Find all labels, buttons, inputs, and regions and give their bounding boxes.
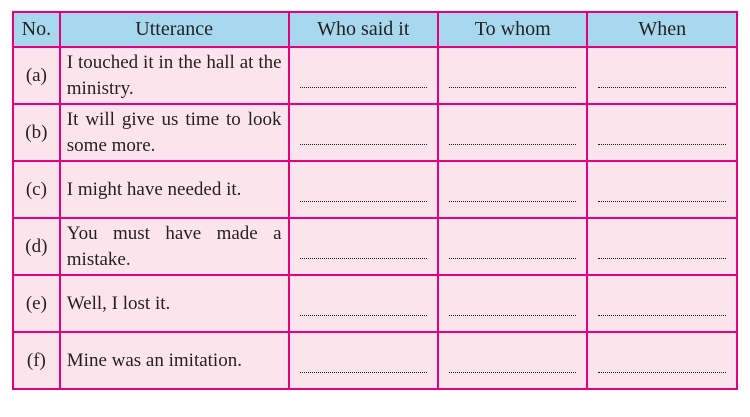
dotted-line — [300, 201, 427, 202]
dotted-line — [449, 372, 576, 373]
table-row — [13, 275, 737, 332]
header-no: No. — [13, 12, 60, 47]
when-blank[interactable] — [587, 332, 737, 389]
header-who-said-it: Who said it — [289, 12, 438, 47]
row-number: (f) — [13, 332, 60, 389]
table-row — [13, 47, 737, 104]
to-whom-blank[interactable] — [438, 218, 587, 275]
when-blank[interactable] — [587, 161, 737, 218]
dotted-line — [598, 144, 726, 145]
to-whom-blank[interactable] — [438, 161, 587, 218]
to-whom-blank[interactable] — [438, 332, 587, 389]
header-row — [13, 12, 737, 47]
dotted-line — [449, 258, 576, 259]
who-said-it-blank[interactable] — [289, 218, 438, 275]
utterance-table-container — [12, 11, 738, 390]
who-said-it-blank[interactable] — [289, 161, 438, 218]
dotted-line — [300, 372, 427, 373]
header-utterance: Utterance — [60, 12, 289, 47]
table-row — [13, 218, 737, 275]
utterance-text: I touched it in the hall at the ministry. — [60, 47, 289, 104]
dotted-line — [449, 201, 576, 202]
who-said-it-blank[interactable] — [289, 275, 438, 332]
dotted-line — [598, 201, 726, 202]
to-whom-blank[interactable] — [438, 47, 587, 104]
row-number: (e) — [13, 275, 60, 332]
utterance-text: Mine was an imitation. — [60, 332, 289, 389]
dotted-line — [300, 87, 427, 88]
who-said-it-blank[interactable] — [289, 332, 438, 389]
dotted-line — [300, 144, 427, 145]
utterance-text: Well, I lost it. — [60, 275, 289, 332]
row-number: (d) — [13, 218, 60, 275]
dotted-line — [598, 258, 726, 259]
to-whom-blank[interactable] — [438, 275, 587, 332]
utterance-text: I might have needed it. — [60, 161, 289, 218]
who-said-it-blank[interactable] — [289, 104, 438, 161]
when-blank[interactable] — [587, 275, 737, 332]
header-when: When — [587, 12, 737, 47]
table-row — [13, 104, 737, 161]
utterance-text: It will give us time to look some more. — [60, 104, 289, 161]
row-number: (b) — [13, 104, 60, 161]
utterance-table — [12, 11, 738, 390]
who-said-it-blank[interactable] — [289, 47, 438, 104]
when-blank[interactable] — [587, 104, 737, 161]
dotted-line — [598, 372, 726, 373]
to-whom-blank[interactable] — [438, 104, 587, 161]
when-blank[interactable] — [587, 47, 737, 104]
dotted-line — [598, 315, 726, 316]
table-row — [13, 332, 737, 389]
dotted-line — [300, 315, 427, 316]
dotted-line — [598, 87, 726, 88]
dotted-line — [300, 258, 427, 259]
dotted-line — [449, 144, 576, 145]
row-number: (a) — [13, 47, 60, 104]
row-number: (c) — [13, 161, 60, 218]
utterance-text: You must have made a mistake. — [60, 218, 289, 275]
table-row — [13, 161, 737, 218]
when-blank[interactable] — [587, 218, 737, 275]
dotted-line — [449, 87, 576, 88]
header-to-whom: To whom — [438, 12, 587, 47]
dotted-line — [449, 315, 576, 316]
